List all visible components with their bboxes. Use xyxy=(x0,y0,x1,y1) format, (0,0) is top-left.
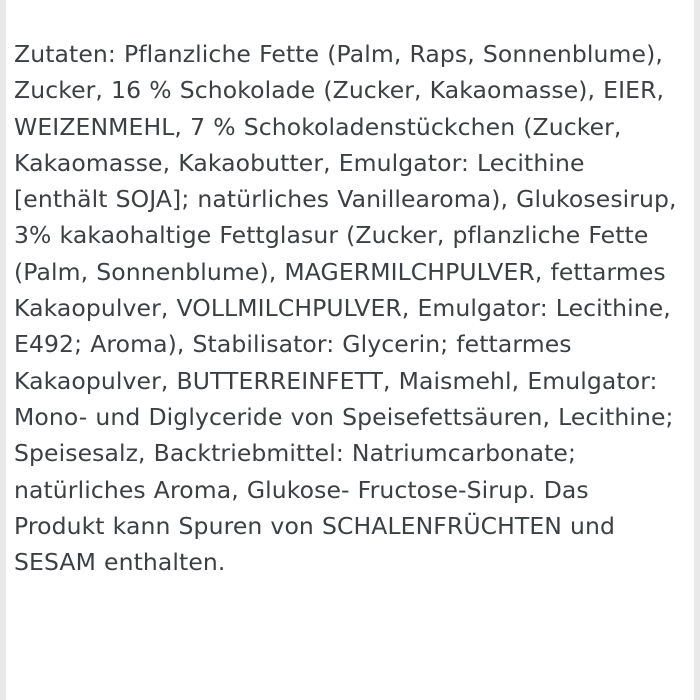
ingredients-block xyxy=(8,36,692,580)
left-edge-strip xyxy=(0,0,6,700)
right-edge-strip xyxy=(694,0,700,700)
ingredients-paragraph: Zutaten: Pflanzliche Fette (Palm, Raps, Sonnenblume), Zucker, 16 % Schokolade (Zucker, Kakaomasse), EIER, WEIZENMEHL, 7 % Schokoladenstückchen (Zucker, Kakaomasse, Kakaobutter, Emulgator: Lecithine [enthält SOJA]; natürliches Vanillearoma), Glukosesirup, 3% kakaohaltige Fettglasur (Zucker, pflanzliche Fette (Palm, Sonnenblume), MAGERMILCHPULVER, fettarmes Kakaopulver, VOLLMILCHPULVER, Emulgator: Lecithine, E492; Aroma), Stabilisator: Glycerin; fettarmes Kakaopulver, BUTTERREINFETT, Maismehl, Emulgator: Mono- und Diglyceride von Speisefettsäuren, Lecithine; Speisesalz, Backtriebmittel: Natriumcarbonate; natürliches Aroma, Glukose- Fructose-Sirup. Das Produkt kann Spuren von SCHALENFRÜCHTEN und SESAM enthalten. xyxy=(14,40,685,577)
